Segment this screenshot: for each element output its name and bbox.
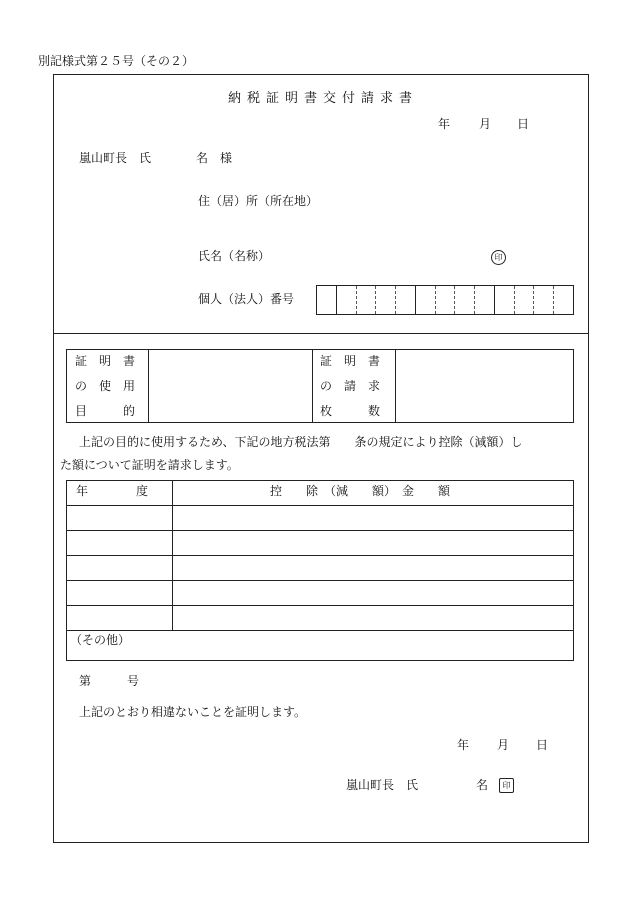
digit-box[interactable] [474,286,494,314]
purpose-label-line: の 使 用 [75,379,136,393]
name-label: 氏名（名称） [198,249,271,263]
addressee-name: 嵐山町長 氏 [79,151,152,165]
issue-date-year: 年 [457,738,470,752]
digit-box[interactable] [514,286,534,314]
amount-column-header: 控 除 （減 額） 金 額 [270,484,451,498]
request-statement-line: た額について証明を請求します。 [60,458,239,472]
other-label: （その他） [70,633,131,647]
copies-label-line: 証 明 書 [320,354,381,368]
certificate-number: 第 号 [79,674,140,688]
purpose-label-line: 目 的 [75,404,136,418]
personal-number-label: 個人（法人）番号 [198,292,295,306]
section-divider [53,333,589,334]
digit-box[interactable] [435,286,455,314]
digit-box[interactable] [375,286,395,314]
issue-date-day: 日 [536,738,549,752]
personal-number-field[interactable] [316,285,574,315]
purpose-input[interactable] [140,350,310,422]
digit-box[interactable] [395,286,415,314]
digit-box[interactable] [533,286,553,314]
year-column-header: 年 度 [76,484,149,498]
addressee-suffix: 名 様 [196,151,233,165]
issuer-name: 嵐山町長 氏 [346,778,419,792]
copies-label-line: の 請 求 [320,379,381,393]
purpose-label-line: 証 明 書 [75,354,136,368]
digit-box[interactable] [494,286,514,314]
digit-box[interactable] [553,286,573,314]
digit-box[interactable] [336,286,356,314]
request-date-day: 日 [517,117,530,131]
request-date-year: 年 [438,117,451,131]
deduction-amount-table [66,480,574,661]
request-statement-line: 上記の目的に使用するため、下記の地方税法第 条の規定により控除（減額）し [79,435,523,449]
digit-box[interactable] [454,286,474,314]
form-number-label: 別記様式第２５号（その２） [38,54,195,68]
copies-label-line: 枚 数 [320,404,381,418]
address-label: 住（居）所（所在地） [198,194,319,208]
official-seal-mark: 印 [499,778,514,793]
digit-box[interactable] [415,286,435,314]
digit-box[interactable] [356,286,376,314]
form-title: 納税証明書交付請求書 [228,91,419,106]
certification-statement: 上記のとおり相違ないことを証明します。 [79,705,307,719]
issuer-suffix: 名 [476,778,489,792]
issue-date-month: 月 [497,738,510,752]
request-date-month: 月 [479,117,492,131]
copies-input[interactable] [396,350,572,422]
seal-mark: 印 [491,250,506,265]
digit-box[interactable] [317,286,336,314]
